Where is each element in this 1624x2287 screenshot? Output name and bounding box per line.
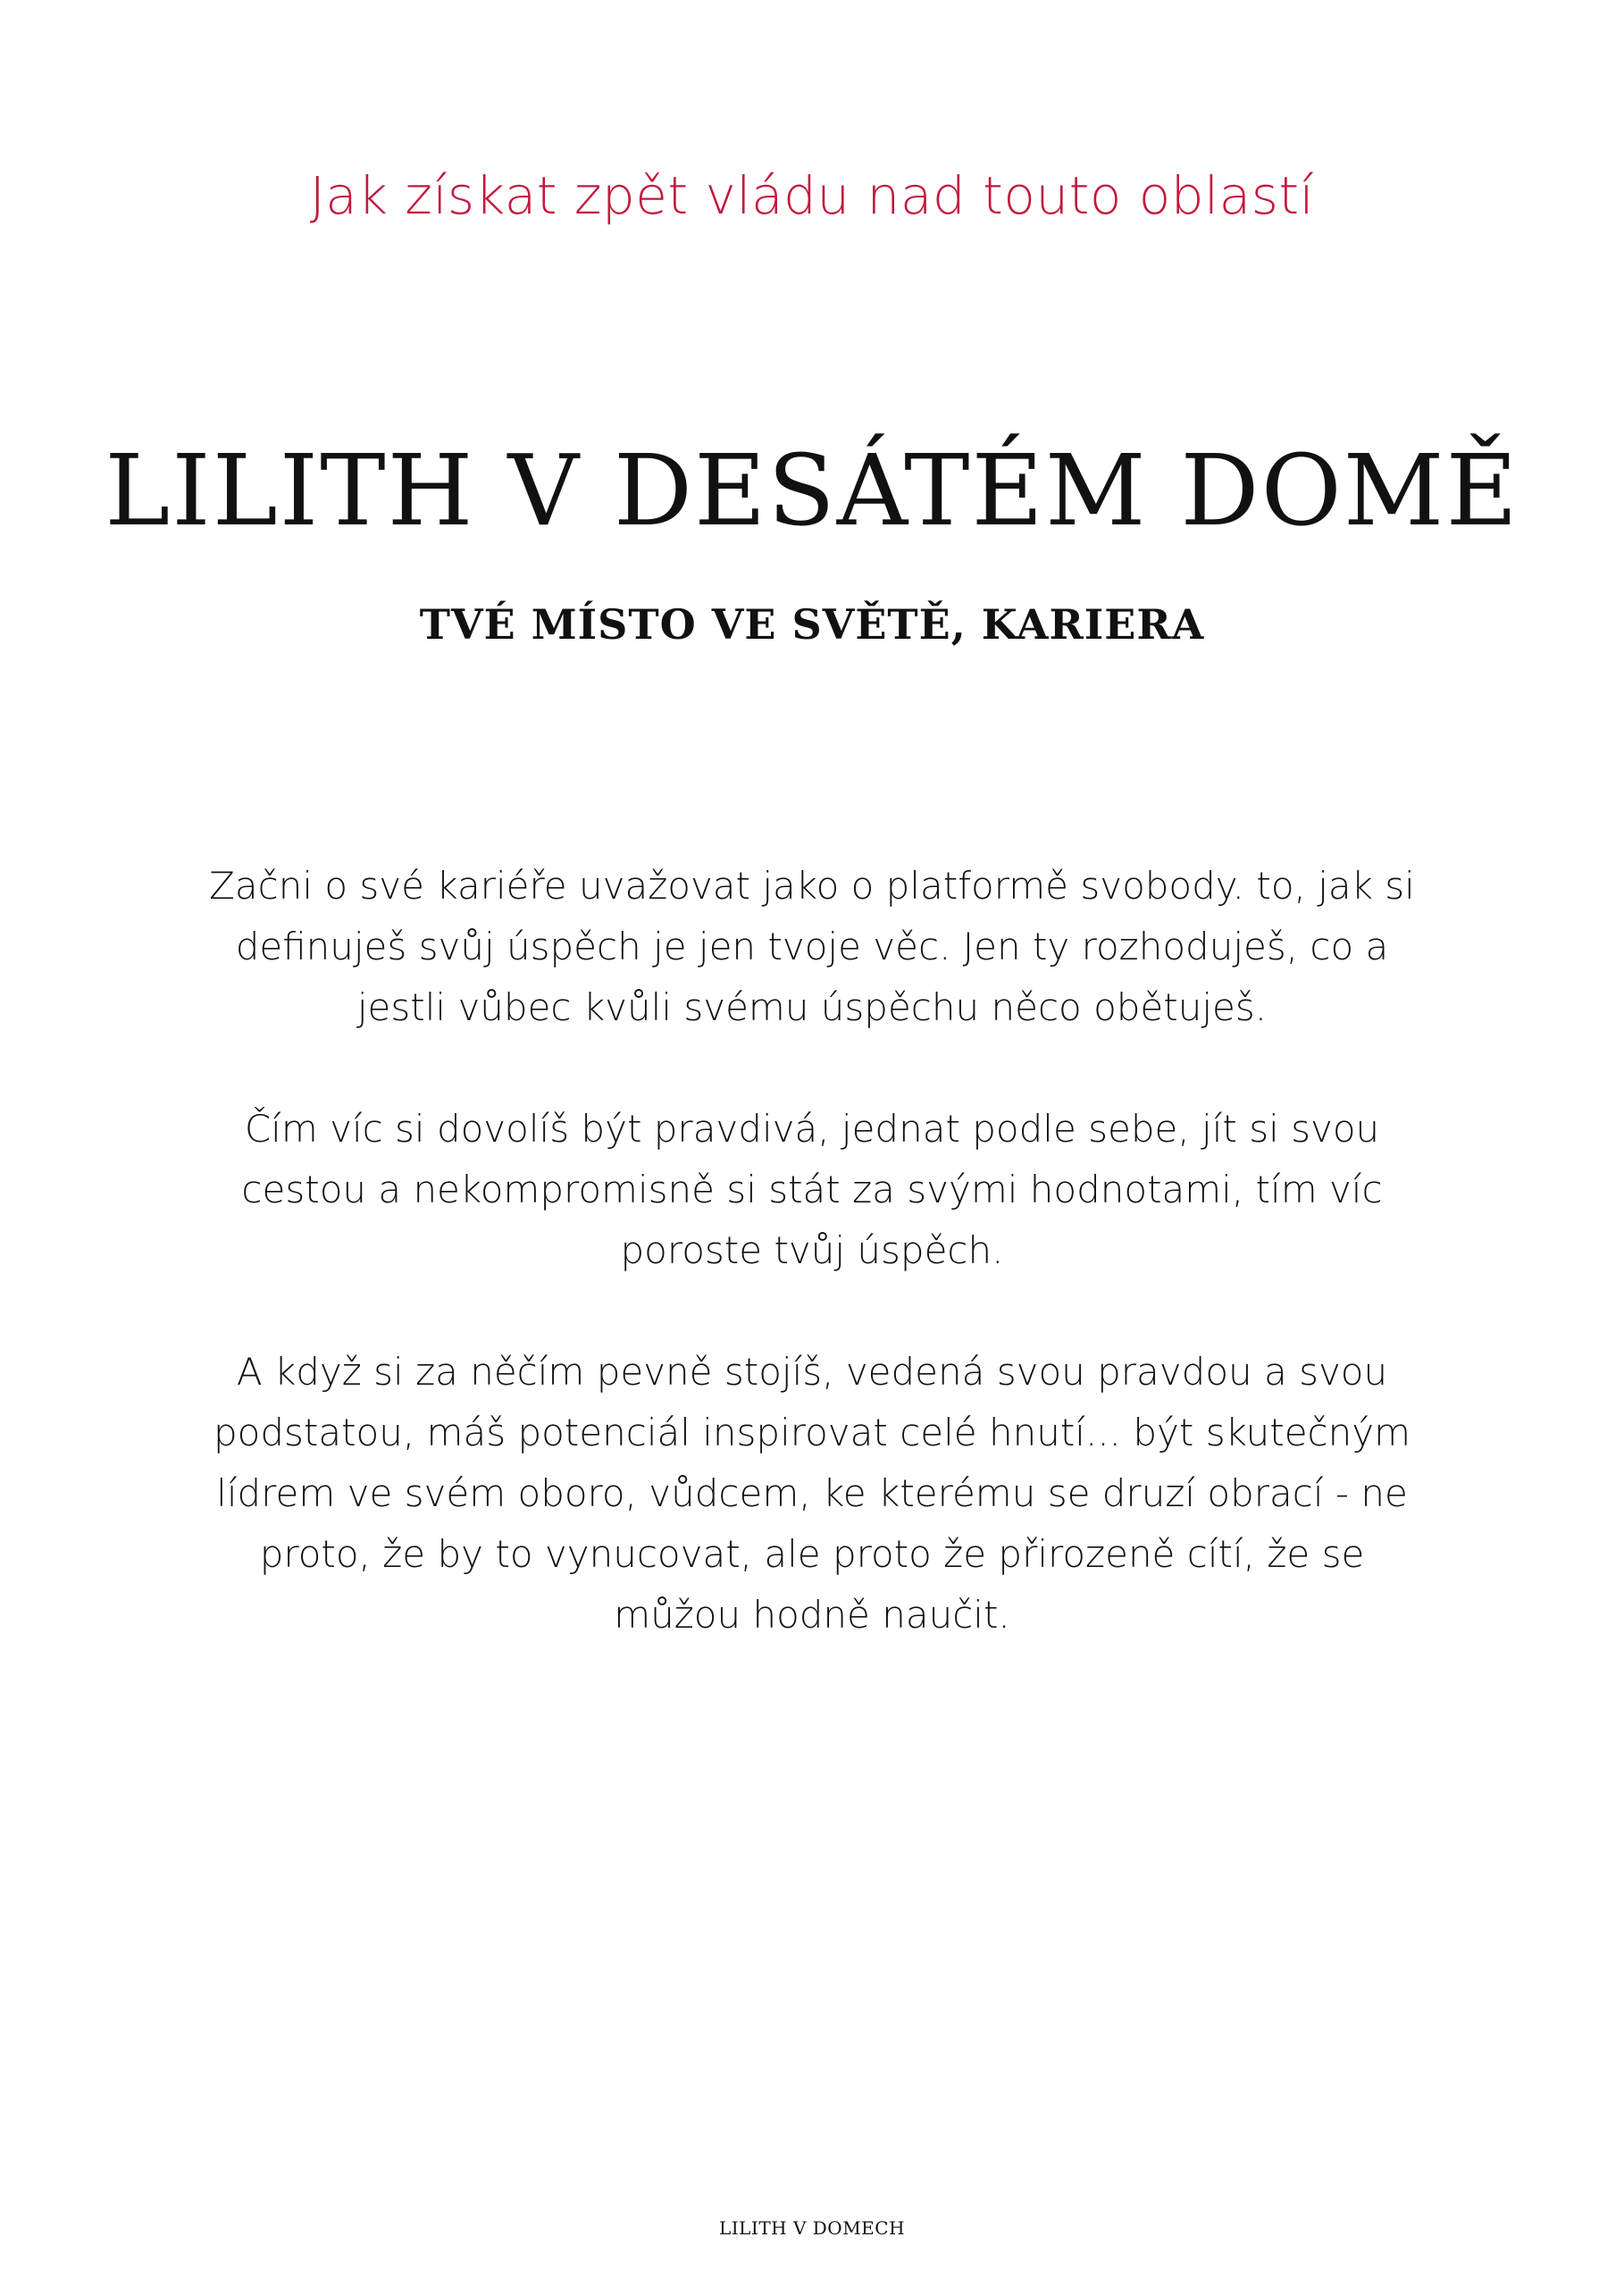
paragraph-line: cestou a nekompromisně si stát za svými hodnotami, tím víc (241, 1168, 1383, 1211)
paragraph-line: jestli vůbec kvůli svému úspěchu něco obětuješ. (356, 985, 1268, 1029)
paragraph-line: podstatou, máš potenciál inspirovat celé hnutí... být skutečným (213, 1411, 1411, 1454)
page-kicker: Jak získat zpět vládu nad touto oblastí (309, 165, 1315, 226)
paragraph-3 (170, 1342, 1454, 1646)
page-footer: LILITH V DOMECH (718, 2217, 906, 2239)
paragraph-line: Začni o své kariéře uvažovat jako o platformě svobody. to, jak si (209, 864, 1415, 908)
page-title: LILITH V DESÁTÉM DOMĚ (105, 433, 1519, 548)
paragraph-1 (170, 856, 1454, 1038)
paragraph-line: Čím víc si dovolíš být pravdivá, jednat podle sebe, jít si svou (244, 1107, 1380, 1151)
paragraph-line: lídrem ve svém oboro, vůdcem, ke kterému se druzí obrací - ne (216, 1471, 1408, 1515)
paragraph-line: poroste tvůj úspěch. (620, 1228, 1004, 1272)
page-subtitle: TVÉ MÍSTO VE SVĚTĚ, KARIERA (419, 600, 1205, 649)
paragraph-line: můžou hodně naučit. (614, 1593, 1010, 1637)
paragraph-line: proto, že by to vynucovat, ale proto že přirozeně cítí, že se (259, 1532, 1365, 1576)
paragraph-line: A když si za něčím pevně stojíš, vedená svou pravdou a svou (236, 1350, 1388, 1394)
body-text (170, 856, 1454, 1646)
paragraph-line: definuješ svůj úspěch je jen tvoje věc. Jen ty rozhoduješ, co a (235, 925, 1389, 968)
paragraph-2 (170, 1099, 1454, 1281)
